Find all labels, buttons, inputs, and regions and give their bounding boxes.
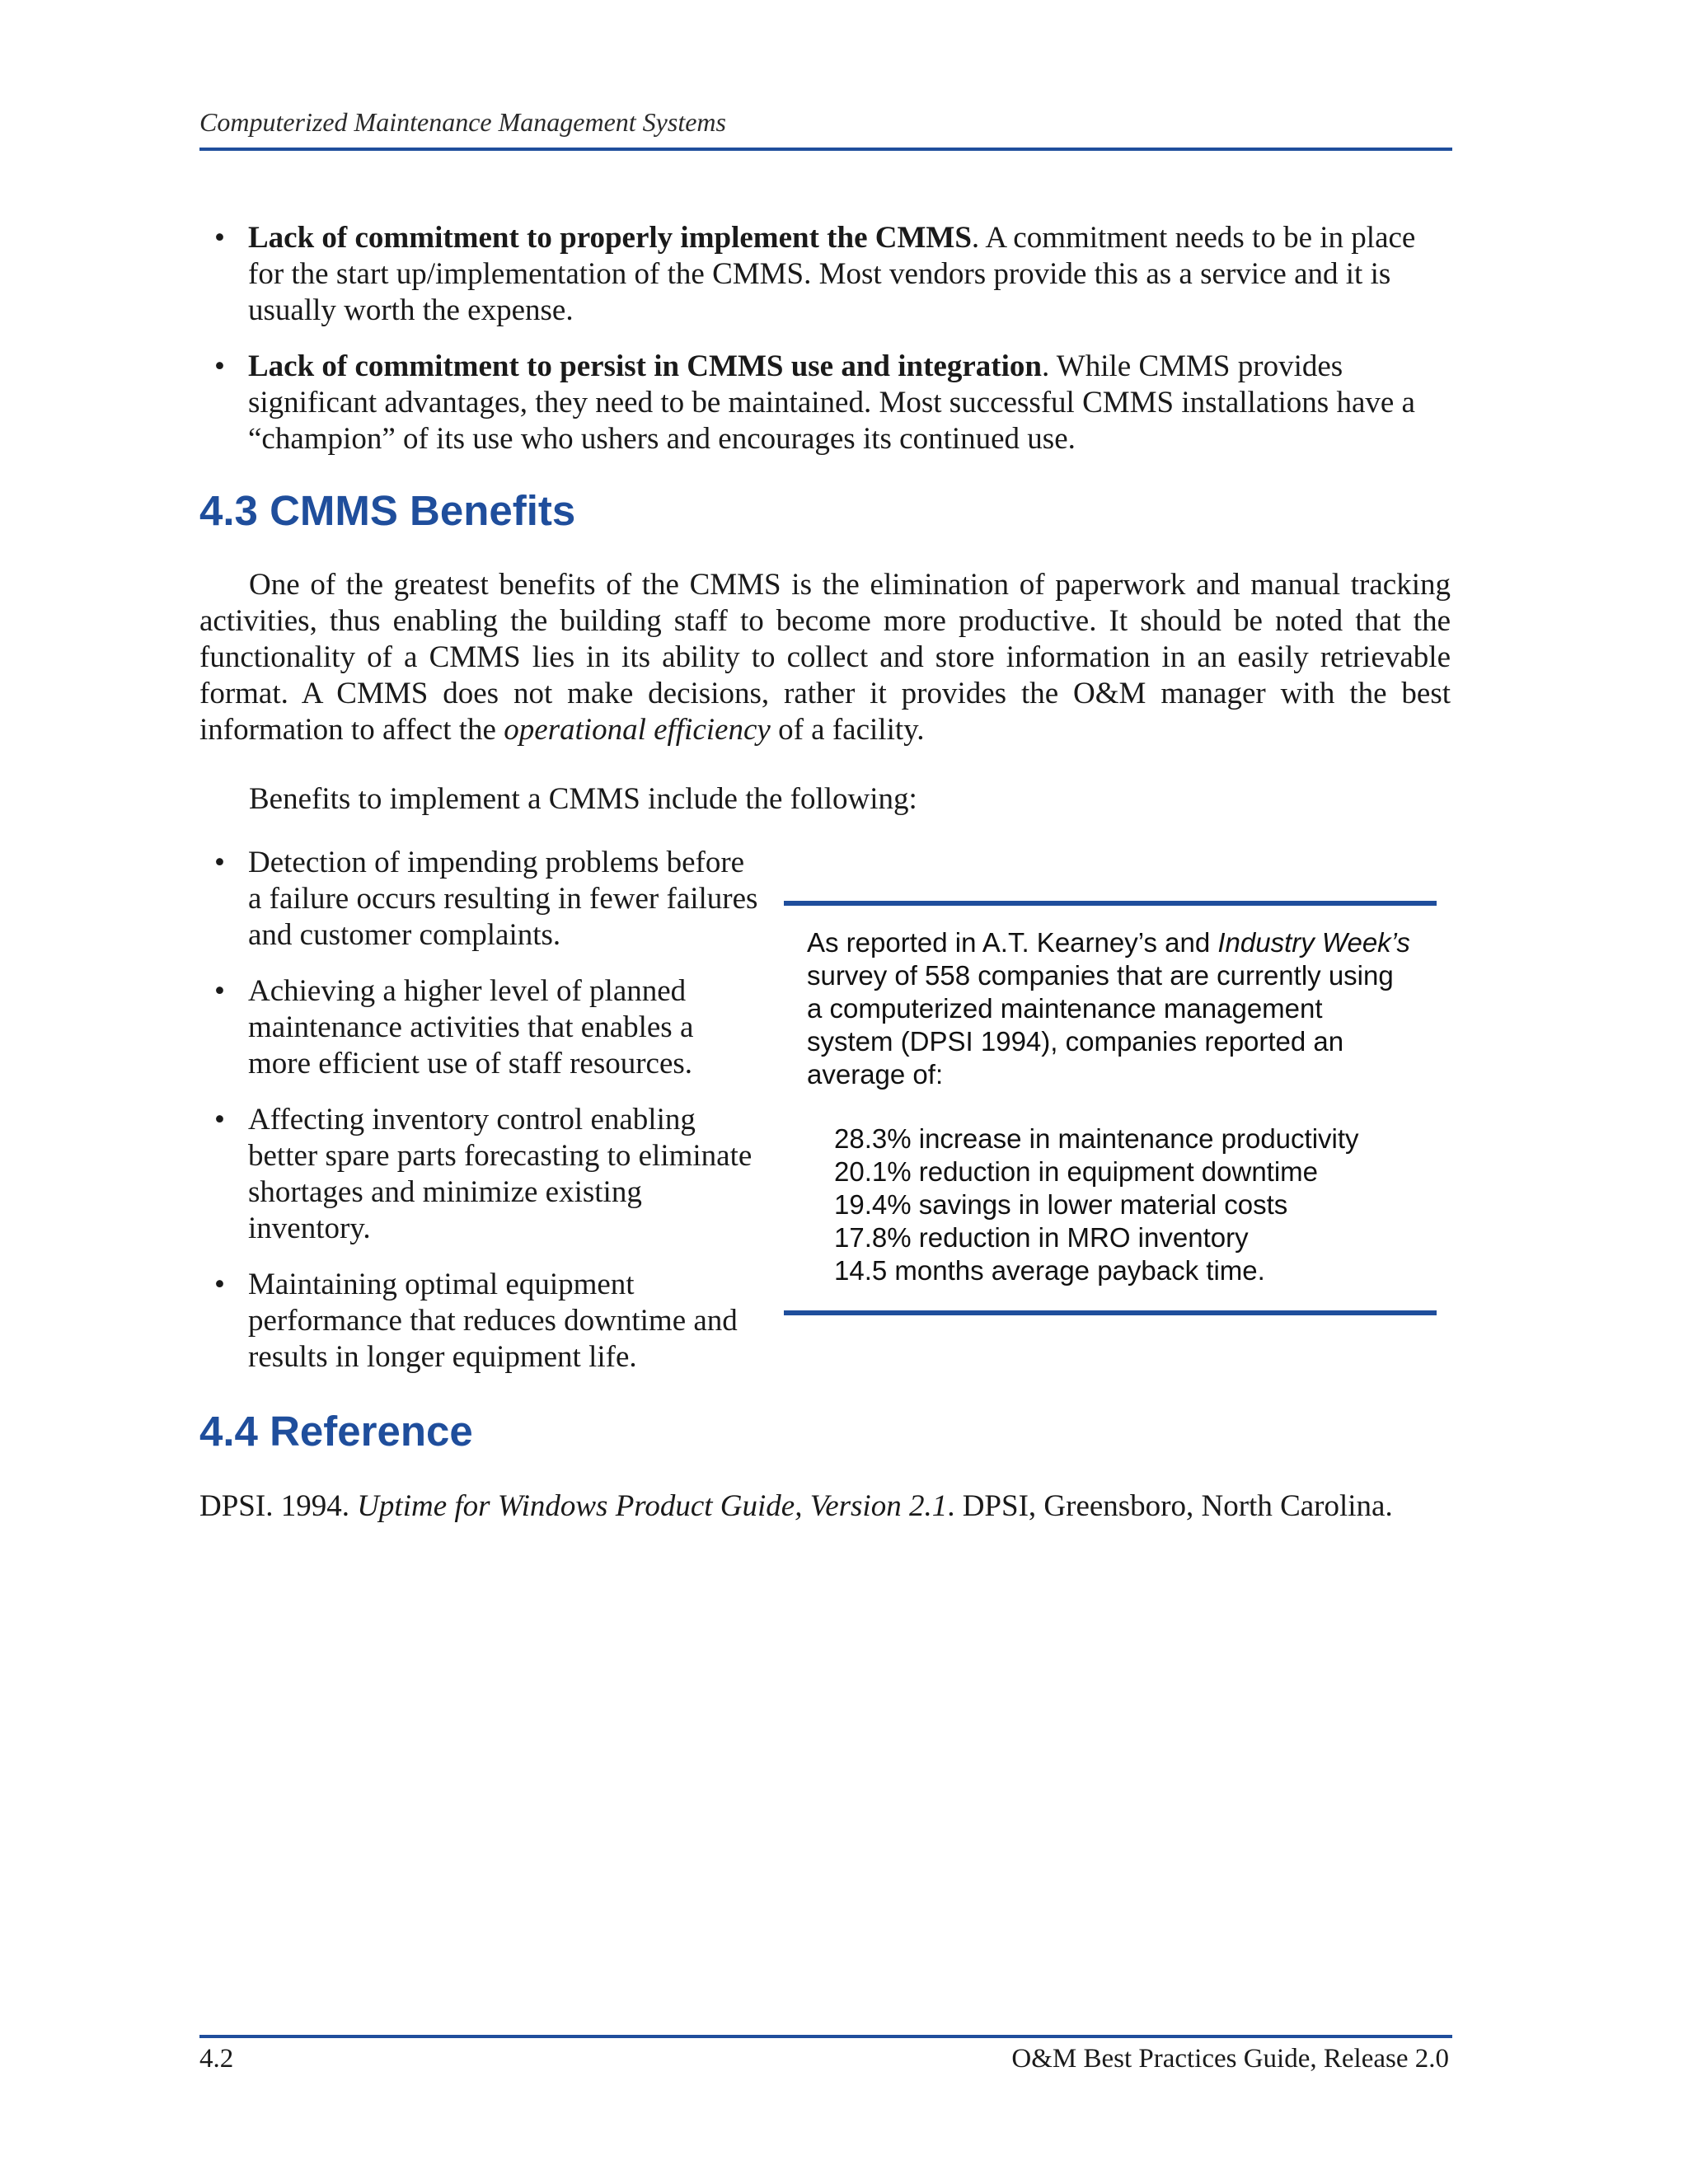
bullet-icon: • <box>214 221 225 255</box>
survey-sidebar <box>784 901 1437 1315</box>
survey-stats-list <box>834 1122 1410 1287</box>
reference-publisher: . DPSI, Greensboro, North Carolina. <box>947 1489 1393 1523</box>
sidebar-bottom-rule <box>784 1310 1437 1315</box>
benefit-text: Maintaining optimal equipment performance that reduces downtime and results in longer equipment life. <box>248 1268 738 1374</box>
bullet-bold-lead: Lack of commitment to persist in CMMS use and integration <box>248 349 1042 383</box>
paragraph-text-end: of a facility. <box>770 713 925 747</box>
challenges-bullet-list <box>199 220 1452 477</box>
section-heading-cmms-benefits: 4.3 CMMS Benefits <box>199 487 576 534</box>
stat-item: 20.1% reduction in equipment downtime <box>834 1156 1319 1187</box>
reference-title: Uptime for Windows Product Guide, Version 2.1 <box>357 1489 948 1523</box>
reference-author: DPSI. 1994. <box>199 1489 358 1523</box>
sidebar-text: As reported in A.T. Kearney’s and <box>807 927 1218 958</box>
stat-item: 14.5 months average payback time. <box>834 1255 1265 1286</box>
bullet-icon: • <box>214 349 225 383</box>
reference-entry <box>199 1488 1452 1525</box>
bullet-icon: • <box>214 846 225 879</box>
running-header: Computerized Maintenance Management Systems <box>199 107 726 137</box>
bullet-bold-lead: Lack of commitment to properly implement the CMMS <box>248 221 972 255</box>
header-rule <box>199 148 1452 151</box>
paragraph-emphasis: operational efficiency <box>504 713 771 747</box>
bullet-text: . A commitment needs to be in place for the start up/implementation of the CMMS. Most vendors provide this as a service and it is usually worth the expense. <box>248 221 1416 327</box>
benefit-text: Affecting inventory control enabling better spare parts forecasting to eliminate shortages and minimize existing inventory. <box>248 1103 753 1245</box>
list-item <box>199 1267 760 1376</box>
stat-item: 17.8% reduction in MRO inventory <box>834 1222 1249 1253</box>
list-item <box>199 845 760 954</box>
guide-title: O&M Best Practices Guide, Release 2.0 <box>1011 2044 1449 2074</box>
benefit-text: Detection of impending problems before a failure occurs resulting in fewer failures and customer complaints. <box>248 846 758 952</box>
list-item <box>199 220 1452 329</box>
sidebar-text-end: survey of 558 companies that are currently using a computerized maintenance management system (DPSI 1994), companies reported an average of: <box>807 960 1394 1090</box>
stat-item: 19.4% savings in lower material costs <box>834 1189 1288 1220</box>
benefit-text: Achieving a higher level of planned maintenance activities that enables a more efficient use of staff resources. <box>248 974 694 1080</box>
sidebar-intro <box>807 926 1410 1091</box>
bullet-icon: • <box>214 974 225 1008</box>
benefits-bullet-list <box>199 845 760 1395</box>
section-heading-reference: 4.4 Reference <box>199 1408 473 1455</box>
stat-item: 28.3% increase in maintenance productivity <box>834 1123 1359 1154</box>
page-number: 4.2 <box>199 2044 234 2074</box>
bullet-icon: • <box>214 1103 225 1137</box>
paragraph-text: One of the greatest benefits of the CMMS is the elimination of paperwork and manual tracking activities, thus enabling the building staff to become more productive. It should be noted that the functionality of a CMMS lies in its ability to collect and store information in an easily retrievable format. A CMMS does not make decisions, rather it provides the O&M manager with the best information to affect the <box>199 568 1451 747</box>
footer-rule <box>199 2035 1452 2038</box>
sidebar-emphasis: Industry Week’s <box>1217 927 1410 958</box>
list-item <box>199 1102 760 1247</box>
list-item <box>199 973 760 1082</box>
benefits-intro-paragraph <box>199 567 1451 748</box>
bullet-text: . While CMMS provides significant advantages, they need to be maintained. Most successful CMMS installations have a “champion” of its use who ushers and encourages its continued use. <box>248 349 1415 456</box>
bullet-icon: • <box>214 1268 225 1301</box>
benefits-lead-paragraph: Benefits to implement a CMMS include the following: <box>249 782 917 816</box>
list-item <box>199 349 1452 457</box>
